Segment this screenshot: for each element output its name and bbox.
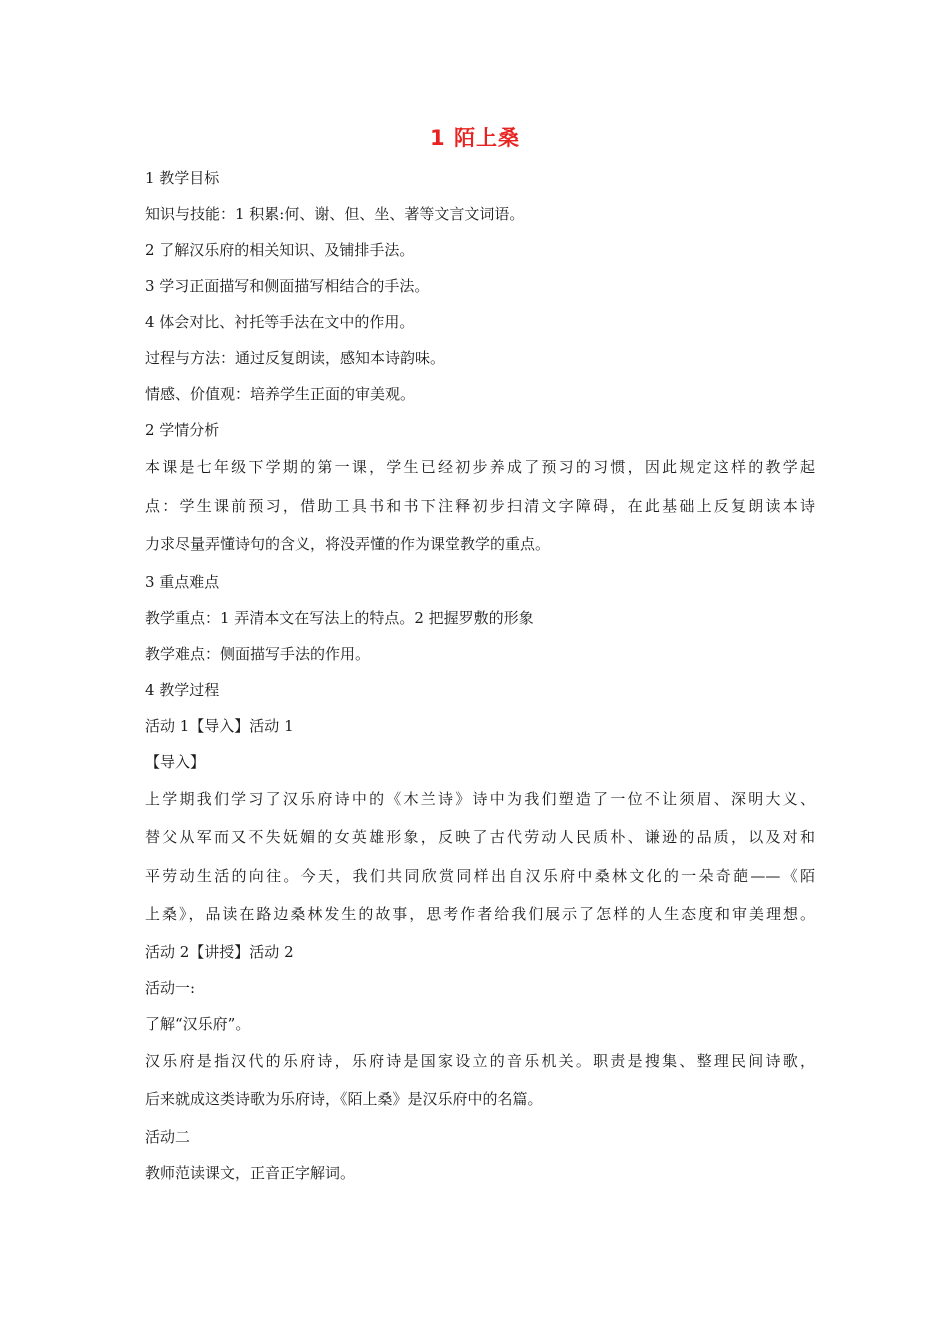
document-line: 过程与方法：通过反复朗读，感知本诗韵味。 <box>145 349 446 367</box>
document-line: 本课是七年级下学期的第一课，学生已经初步养成了预习的习惯，因此规定这样的教学起 <box>145 458 815 476</box>
document-line: 上学期我们学习了汉乐府诗中的《木兰诗》诗中为我们塑造了一位不让须眉、深明大义、 <box>145 789 815 808</box>
document-line: 情感、价值观：培养学生正面的审美观。 <box>145 385 416 403</box>
document-line: 力求尽量弄懂诗句的含义，将没弄懂的作为课堂教学的重点。 <box>145 535 551 553</box>
document-line: 3 学习正面描写和侧面描写相结合的手法。 <box>145 277 430 295</box>
document-line: 后来就成这类诗歌为乐府诗，《陌上桑》是汉乐府中的名篇。 <box>145 1090 543 1108</box>
document-line: 上桑》，品读在路边桑林发生的故事，思考作者给我们展示了怎样的人生态度和审美理想。 <box>145 905 815 923</box>
document-line: 教学难点：侧面描写手法的作用。 <box>145 644 371 663</box>
document-line: 活动 2【讲授】活动 2 <box>145 942 294 961</box>
document-line: 1 教学目标 <box>145 169 220 187</box>
document-line: 教师范读课文，正音正字解词。 <box>145 1163 356 1182</box>
document-line: 点：学生课前预习，借助工具书和书下注释初步扫清文字障碍，在此基础上反复朗读本诗 <box>145 496 815 515</box>
document-line: 教学重点：1 弄清本文在写法上的特点。2 把握罗敷的形象 <box>145 608 534 627</box>
document-line: 汉乐府是指汉代的乐府诗，乐府诗是国家设立的音乐机关。职责是搜集、整理民间诗歌， <box>145 1051 815 1070</box>
document-title: 1 陌上桑 <box>430 126 520 150</box>
document-line: 4 体会对比、衬托等手法在文中的作用。 <box>145 313 415 331</box>
document-line: 了解“汉乐府”。 <box>145 1014 251 1033</box>
document-line: 【导入】 <box>145 752 206 771</box>
document-line: 3 重点难点 <box>145 572 220 591</box>
document-line: 知识与技能：1 积累:何、谢、但、坐、著等文言文词语。 <box>145 205 525 223</box>
document-line: 2 了解汉乐府的相关知识、及铺排手法。 <box>145 241 415 259</box>
document-line: 活动二 <box>145 1127 191 1146</box>
document-line: 平劳动生活的向往。今天，我们共同欣赏同样出自汉乐府中桑林文化的一朵奇葩——《陌 <box>145 866 815 885</box>
document-line: 替父从军而又不失妩媚的女英雄形象，反映了古代劳动人民质朴、谦逊的品质，以及对和 <box>145 828 815 846</box>
document-line: 4 教学过程 <box>145 680 220 699</box>
document-line: 活动一: <box>145 978 196 997</box>
document-line: 活动 1【导入】活动 1 <box>145 716 294 735</box>
document-body <box>145 160 815 1191</box>
document-line: 2 学情分析 <box>145 421 220 439</box>
